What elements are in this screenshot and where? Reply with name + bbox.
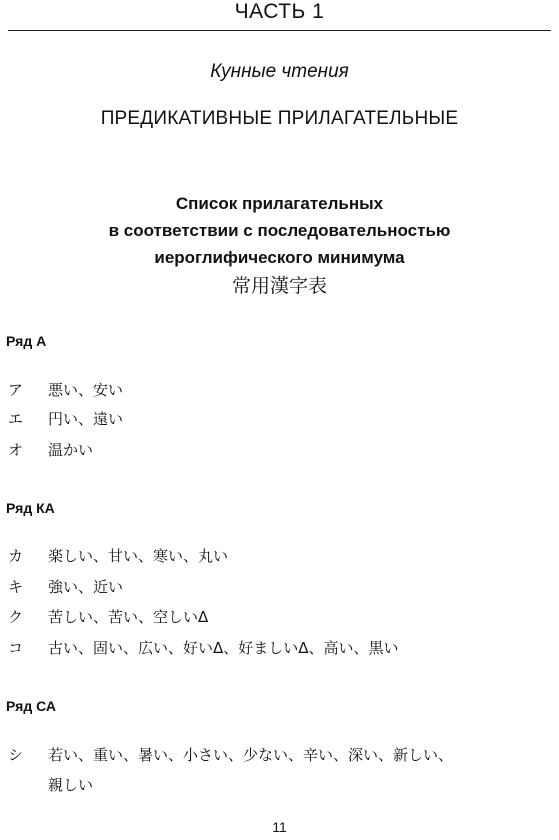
entry-ku: [8, 603, 208, 631]
entry-ko: [8, 634, 399, 662]
entry-ki: [8, 573, 123, 601]
entry-kana: ア: [8, 381, 24, 399]
entry-words: 悪い、安い: [48, 381, 124, 399]
list-title-line: Список прилагательных: [175, 194, 384, 213]
page-number: 11: [272, 819, 287, 835]
entry-words: 円い、遠い: [48, 410, 124, 428]
group-heading-a: Ряд А: [6, 333, 47, 349]
entry-ka: [8, 542, 228, 570]
entry-words: 古い、固い、広い、好いΔ、好ましいΔ、高い、黒い: [48, 639, 399, 657]
list-title: [0, 190, 559, 271]
list-title-line: в соответствии с последовательностью: [108, 221, 451, 240]
entry-words: 強い、近い: [48, 578, 124, 596]
entry-shi-continuation: 親しい: [48, 776, 94, 794]
section-title: ПРЕДИКАТИВНЫЕ ПРИЛАГАТЕЛЬНЫЕ: [100, 108, 459, 129]
entry-kana: オ: [8, 441, 24, 459]
entry-e: [8, 405, 123, 433]
group-heading-sa: Ряд СА: [6, 698, 56, 714]
header-rule: [8, 30, 551, 31]
list-title-line: иероглифического минимума: [154, 248, 405, 267]
entry-words: 温かい: [48, 441, 94, 459]
entry-a: [8, 376, 123, 404]
entry-kana: ク: [8, 608, 24, 626]
group-heading-ka: Ряд КА: [6, 500, 55, 516]
entry-shi: [8, 741, 453, 769]
entry-words: 楽しい、甘い、寒い、丸い: [48, 547, 229, 565]
list-title-japanese: 常用漢字表: [231, 275, 327, 297]
subtitle: Кунные чтения: [210, 61, 349, 82]
entry-o: [8, 436, 93, 464]
entry-kana: シ: [8, 746, 24, 764]
entry-kana: コ: [8, 639, 24, 657]
running-header: ЧАСТЬ 1: [234, 0, 325, 23]
entry-kana: カ: [8, 547, 24, 565]
entry-words: 苦しい、苦い、空しいΔ: [48, 608, 209, 626]
entry-kana: キ: [8, 578, 24, 596]
entry-words: 若い、重い、暑い、小さい、少ない、辛い、深い、新しい、: [48, 746, 454, 764]
entry-kana: エ: [8, 410, 24, 428]
